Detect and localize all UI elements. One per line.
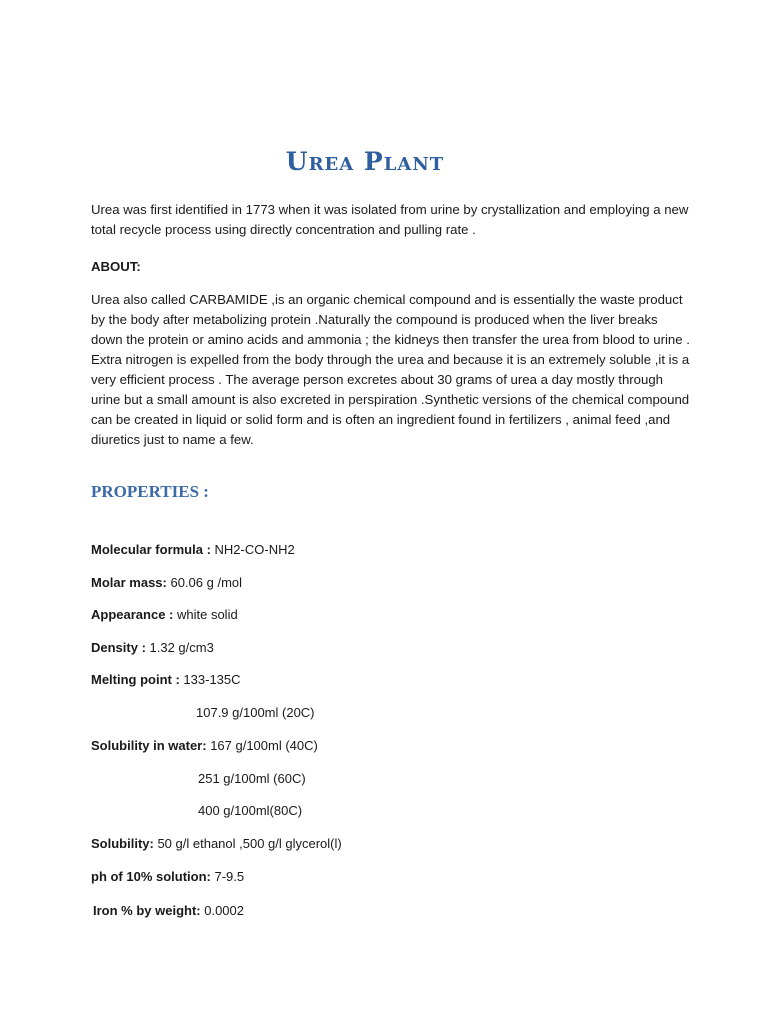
property-molecular-formula — [91, 541, 295, 559]
property-value: NH2-CO-NH2 — [214, 542, 295, 557]
property-appearance — [91, 606, 238, 624]
property-value: 0.0002 — [204, 903, 244, 918]
solubility-water-80c: 400 g/100ml(80C) — [198, 803, 303, 818]
about-paragraph: Urea also called CARBAMIDE ,is an organic chemical compound and is essentially the waste product by the body after metabolizing protein .Naturally the compound is produced when the liver breaks down the protein or amino acids and ammonia ; the kidneys then transfer the urea from blood to urine . Extra nitrogen is expelled from the body through the urea and because it is an extremely soluble ,it is a very efficient process . The average person excretes about 30 grams of urea a day mostly through urine but a small amount is also excreted in perspiration .Synthetic versions of the chemical compound can be created in liquid or solid form and is often an ingredient found in fertilizers , animal feed ,and diuretics just to name a few. — [91, 292, 690, 447]
property-label: Iron % by weight: — [93, 903, 205, 918]
solubility-water-20c: 107.9 g/100ml (20C) — [196, 705, 315, 720]
page-title: Urea Plant — [285, 146, 445, 176]
property-solubility-water — [91, 737, 318, 755]
property-iron — [93, 902, 244, 920]
property-label: Melting point : — [91, 672, 184, 687]
property-ph — [91, 868, 244, 886]
about-heading: ABOUT: — [91, 259, 141, 274]
properties-heading: PROPERTIES : — [91, 482, 209, 501]
property-value: white solid — [176, 607, 238, 622]
intro-paragraph: Urea was first identified in 1773 when it was isolated from urine by crystallization and employing a new total recycle process using directly concentration and pulling rate . — [91, 202, 689, 237]
property-value: 167 g/100ml (40C) — [210, 738, 318, 753]
property-density — [91, 639, 214, 657]
property-value: 7-9.5 — [214, 869, 245, 884]
property-label: Molecular formula : — [91, 542, 215, 557]
property-label: Solubility: — [91, 836, 158, 851]
property-solubility — [91, 835, 342, 853]
property-melting-point — [91, 671, 241, 689]
property-molar-mass — [91, 574, 242, 592]
property-label: Solubility in water: — [91, 738, 211, 753]
property-value: 60.06 g /mol — [170, 575, 243, 590]
solubility-water-60c: 251 g/100ml (60C) — [198, 771, 306, 786]
property-label: Density : — [91, 640, 150, 655]
property-value: 1.32 g/cm3 — [149, 640, 214, 655]
property-label: Appearance : — [91, 607, 177, 622]
property-value: 133-135C — [183, 672, 241, 687]
property-label: ph of 10% solution: — [91, 869, 215, 884]
property-value: 50 g/l ethanol ,500 g/l glycerol(l) — [157, 836, 342, 851]
property-label: Molar mass: — [91, 575, 171, 590]
